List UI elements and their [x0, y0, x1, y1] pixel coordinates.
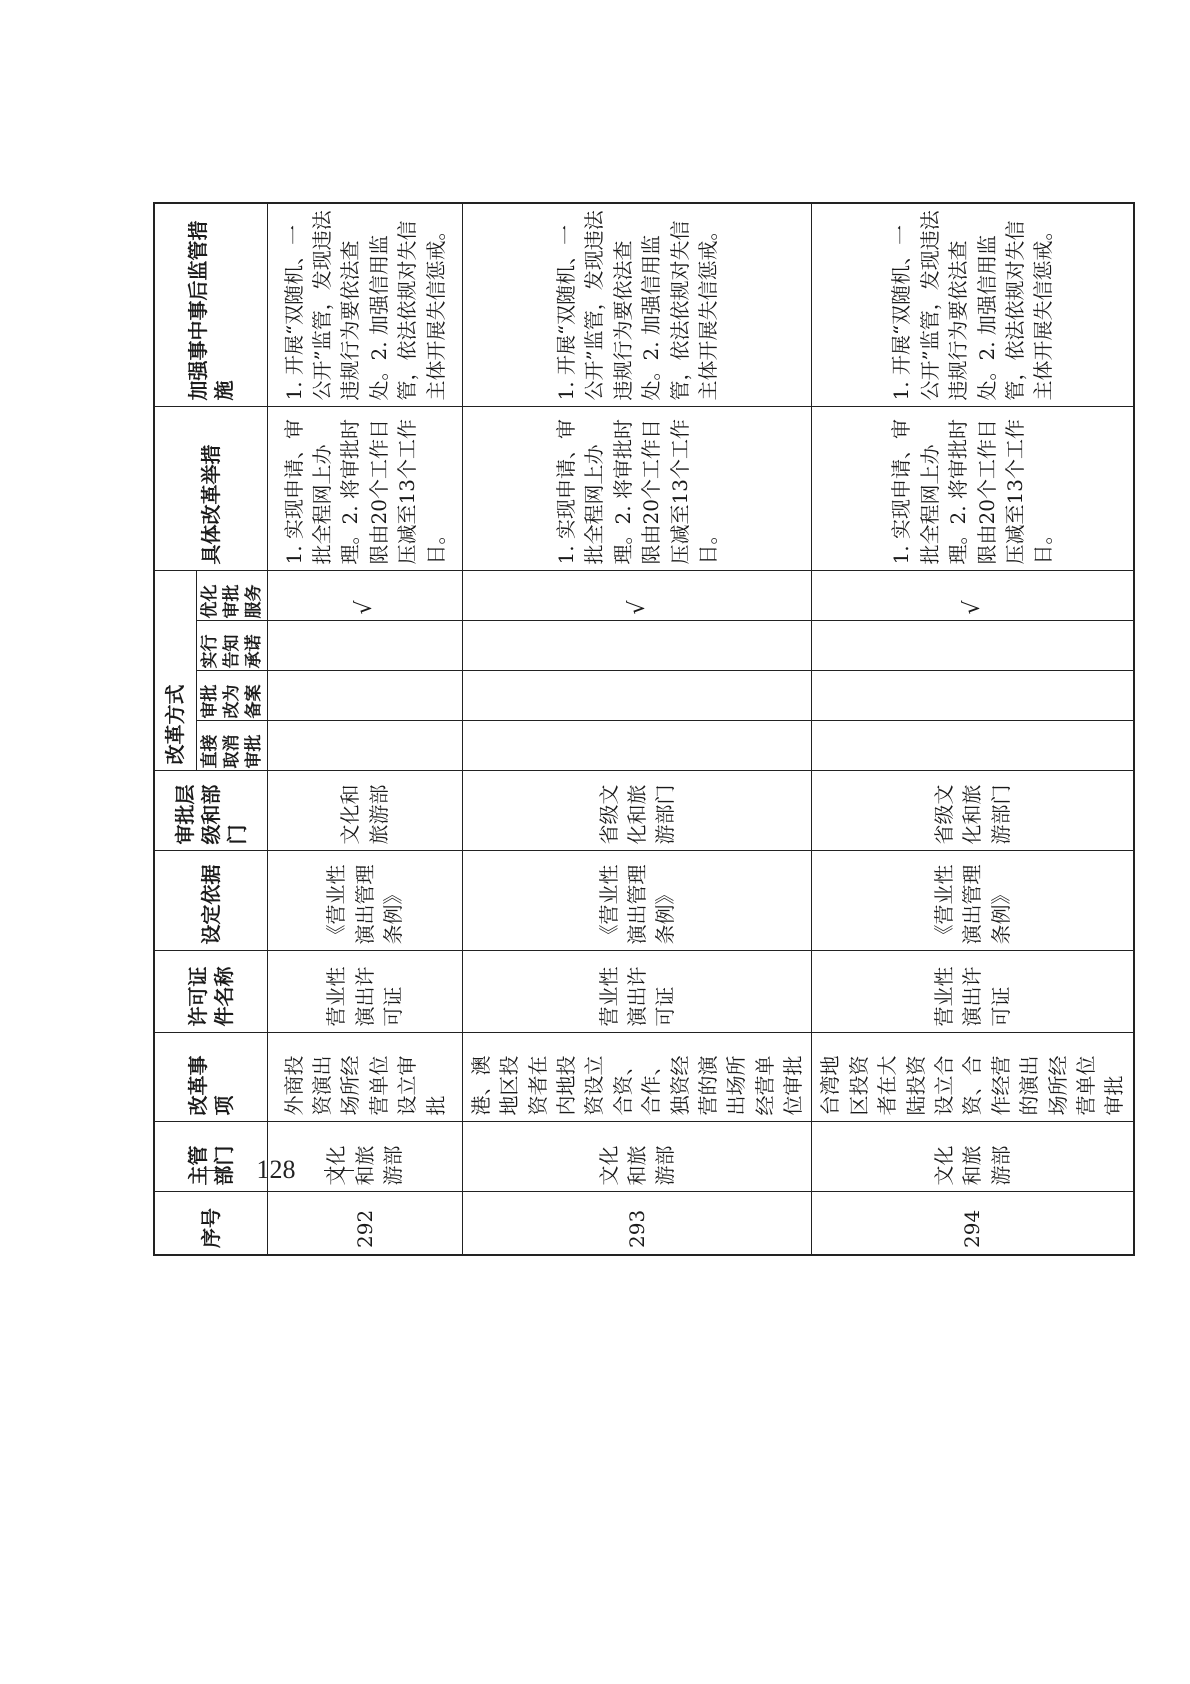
header-license: 许可证件名称 [154, 951, 267, 1033]
optimize-check-cell: √ [812, 571, 1134, 621]
filing-cell [462, 671, 812, 721]
cancel-cell [812, 721, 1134, 771]
license-cell: 营业性演出许可证 [462, 951, 812, 1033]
left-dash [198, 1170, 228, 1171]
license-cell: 营业性演出许可证 [267, 951, 462, 1033]
header-method-optimize: 优化审批服务 [196, 571, 267, 621]
basis-cell: 《营业性演出管理条例》 [462, 851, 812, 951]
supervision-cell: 1. 开展“双随机、一公开”监管，发现违法违规行为要依法查处。2. 加强信用监管，依法依规对失信主体开展失信惩戒。 [462, 203, 812, 407]
filing-cell [812, 671, 1134, 721]
header-basis: 设定依据 [154, 851, 267, 951]
header-measures: 具体改革举措 [154, 407, 267, 571]
notify-cell [812, 621, 1134, 671]
basis-cell: 《营业性演出管理条例》 [812, 851, 1134, 951]
header-dept: 主管部门 [154, 1122, 267, 1192]
level-cell: 省级文化和旅游部门 [812, 771, 1134, 851]
supervision-cell: 1. 开展“双随机、一公开”监管，发现违法违规行为要依法查处。2. 加强信用监管，依法依规对失信主体开展失信惩戒。 [267, 203, 462, 407]
seq-cell: 293 [462, 1192, 812, 1255]
header-item: 改革事项 [154, 1033, 267, 1122]
dept-cell: 文化和旅游部 [462, 1122, 812, 1192]
right-dash [324, 1170, 354, 1171]
table-row [462, 203, 812, 1255]
level-cell: 文化和旅游部 [267, 771, 462, 851]
header-supervision: 加强事中事后监管措施 [154, 203, 267, 407]
table-row [267, 203, 462, 1255]
basis-cell: 《营业性演出管理条例》 [267, 851, 462, 951]
measures-cell: 1. 实现申请、审批全程网上办理。2. 将审批时限由20个工作日压减至13个工作日。 [462, 407, 812, 571]
item-cell: 外商投资演出场所经营单位设立审批 [267, 1033, 462, 1122]
seq-cell: 294 [812, 1192, 1134, 1255]
page-number-footer [198, 1150, 354, 1190]
header-seq: 序号 [154, 1192, 267, 1255]
cancel-cell [462, 721, 812, 771]
level-cell: 省级文化和旅游部门 [462, 771, 812, 851]
notify-cell [267, 621, 462, 671]
dept-cell: 文化和旅游部 [812, 1122, 1134, 1192]
header-method-cancel: 直接取消审批 [196, 721, 267, 771]
dept-cell: 文化和旅游部 [267, 1122, 462, 1192]
license-cell: 营业性演出许可证 [812, 951, 1134, 1033]
measures-cell: 1. 实现申请、审批全程网上办理。2. 将审批时限由20个工作日压减至13个工作日。 [267, 407, 462, 571]
header-method-notify: 实行告知承诺 [196, 621, 267, 671]
header-level: 审批层级和部门 [154, 771, 267, 851]
item-cell: 台湾地区投资者在大陆投资设立合资、合作经营的演出场所经营单位审批 [812, 1033, 1134, 1122]
measures-cell: 1. 实现申请、审批全程网上办理。2. 将审批时限由20个工作日压减至13个工作日。 [812, 407, 1134, 571]
item-cell: 港、澳地区投资者在内地投资设立合资、合作、独资经营的演出场所经营单位审批 [462, 1033, 812, 1122]
optimize-check-cell: √ [267, 571, 462, 621]
table-row [812, 203, 1134, 1255]
header-method: 改革方式 [154, 571, 196, 771]
optimize-check-cell: √ [462, 571, 812, 621]
notify-cell [462, 621, 812, 671]
supervision-cell: 1. 开展“双随机、一公开”监管，发现违法违规行为要依法查处。2. 加强信用监管，依法依规对失信主体开展失信惩戒。 [812, 203, 1134, 407]
rotated-table-container [153, 204, 1127, 1256]
header-method-filing: 审批改为备案 [196, 671, 267, 721]
reform-table [153, 202, 1135, 1256]
seq-cell: 292 [267, 1192, 462, 1255]
page-number: 128 [256, 1155, 296, 1184]
cancel-cell [267, 721, 462, 771]
filing-cell [267, 671, 462, 721]
